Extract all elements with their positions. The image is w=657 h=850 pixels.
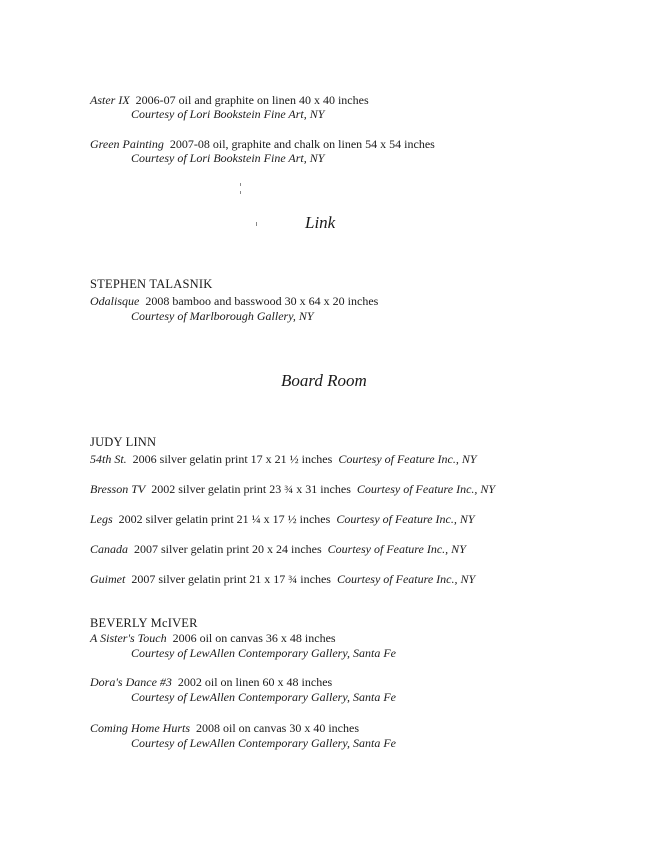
work-title: Legs <box>90 512 113 526</box>
work-title: Aster IX <box>90 93 130 107</box>
work-entry <box>90 631 336 645</box>
work-details: 2008 bamboo and basswood 30 x 64 x 20 inches <box>145 294 379 308</box>
work-details: 2008 oil on canvas 30 x 40 inches <box>196 721 359 735</box>
work-credit: Courtesy of Marlborough Gallery, NY <box>131 309 314 323</box>
work-credit: Courtesy of Lori Bookstein Fine Art, NY <box>131 151 325 165</box>
work-title: Canada <box>90 542 129 556</box>
work-title: A Sister's Touch <box>90 631 167 645</box>
room-heading-board-room: Board Room <box>281 371 367 390</box>
work-title: 54th St. <box>90 452 127 466</box>
work-title: Odalisque <box>90 294 140 308</box>
work-credit: Courtesy of Feature Inc., NY <box>356 482 496 496</box>
work-details: 2006-07 oil and graphite on linen 40 x 40 inches <box>135 93 369 107</box>
work-details: 2002 silver gelatin print 23 ¾ x 31 inches <box>151 482 351 496</box>
work-entry <box>90 572 475 586</box>
work-details: 2006 silver gelatin print 17 x 21 ½ inches <box>132 452 333 466</box>
work-entry <box>90 721 359 735</box>
work-entry <box>90 137 435 151</box>
work-details: 2007-08 oil, graphite and chalk on linen 54 x 54 inches <box>169 137 435 151</box>
work-entry <box>90 93 369 107</box>
work-title: Bresson TV <box>90 482 146 496</box>
work-credit: Courtesy of Feature Inc., NY <box>336 572 476 586</box>
work-credit: Courtesy of Feature Inc., NY <box>327 542 466 556</box>
work-entry <box>90 675 332 689</box>
work-credit: Courtesy of Feature Inc., NY <box>336 512 475 526</box>
work-entry <box>90 452 477 466</box>
work-details: 2002 oil on linen 60 x 48 inches <box>177 675 333 689</box>
work-details: 2007 silver gelatin print 20 x 24 inches <box>134 542 322 556</box>
work-credit: Courtesy of Feature Inc., NY <box>338 452 477 466</box>
work-credit: Courtesy of LewAllen Contemporary Gallery, Santa Fe <box>131 690 396 704</box>
work-entry <box>90 482 495 496</box>
artist-name: BEVERLY McIVER <box>90 616 198 630</box>
work-details: 2007 silver gelatin print 21 x 17 ¾ inches <box>131 572 331 586</box>
scan-speck <box>256 222 257 226</box>
work-entry <box>90 512 475 526</box>
work-title: Green Painting <box>90 137 164 151</box>
artist-name: STEPHEN TALASNIK <box>90 277 213 291</box>
work-credit: Courtesy of Lori Bookstein Fine Art, NY <box>131 107 325 121</box>
work-credit: Courtesy of LewAllen Contemporary Gallery, Santa Fe <box>131 736 396 750</box>
scan-speck <box>240 183 241 186</box>
work-title: Dora's Dance #3 <box>90 675 172 689</box>
artist-name: JUDY LINN <box>90 435 157 449</box>
work-credit: Courtesy of LewAllen Contemporary Gallery, Santa Fe <box>131 646 396 660</box>
work-entry <box>90 542 466 556</box>
work-entry <box>90 294 378 308</box>
work-details: 2002 silver gelatin print 21 ¼ x 17 ½ inches <box>118 512 331 526</box>
work-title: Coming Home Hurts <box>90 721 191 735</box>
scan-speck <box>240 191 241 194</box>
room-heading-link: Link <box>305 213 336 232</box>
work-title: Guimet <box>90 572 126 586</box>
work-details: 2006 oil on canvas 36 x 48 inches <box>172 631 336 645</box>
